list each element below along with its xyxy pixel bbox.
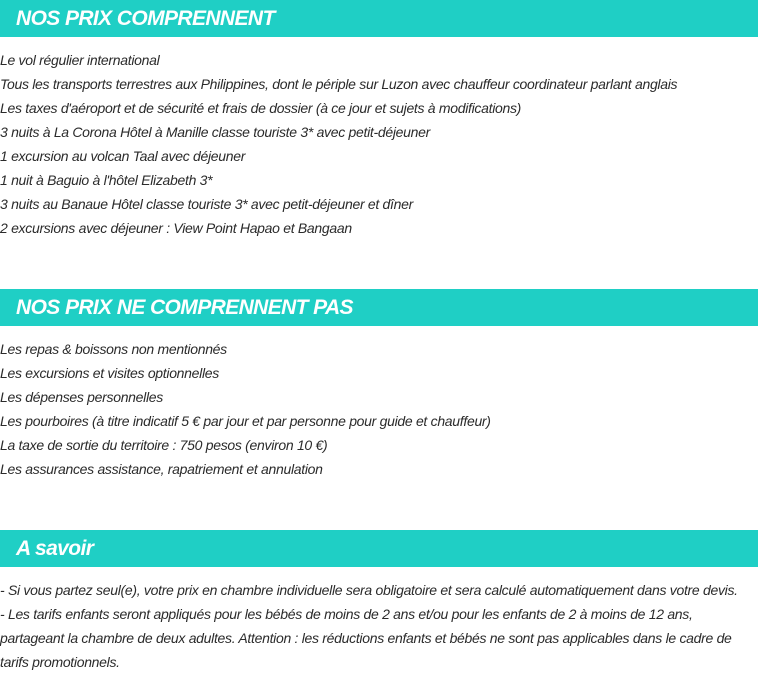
list-item: 2 excursions avec déjeuner : View Point Hapao et Bangaan — [0, 220, 352, 236]
info-block — [0, 578, 752, 674]
included-section-header — [0, 0, 758, 37]
list-item: 1 nuit à Baguio à l'hôtel Elizabeth 3* — [0, 172, 213, 188]
list-item: Le vol régulier international — [0, 52, 160, 68]
included-title: NOS PRIX COMPRENNENT — [16, 6, 275, 30]
list-item: Les taxes d'aéroport et de sécurité et frais de dossier (à ce jour et sujets à modifications) — [0, 100, 522, 116]
included-list — [0, 48, 677, 240]
info-section-header — [0, 530, 758, 567]
list-item: Les assurances assistance, rapatriement et annulation — [0, 461, 323, 477]
list-item: 1 excursion au volcan Taal avec déjeuner — [0, 148, 246, 164]
info-paragraph: - Les tarifs enfants seront appliqués pour les bébés de moins de 2 ans et/ou pour les enfants de 2 à moins de 12 ans, partageant la chambre de deux adultes. Attention : les réductions enfants et bébés ne sont pas applicables dans le cadre de tarifs promotionnels. — [0, 606, 732, 670]
excluded-section-header — [0, 289, 758, 326]
list-item: 3 nuits à La Corona Hôtel à Manille classe touriste 3* avec petit-déjeuner — [0, 124, 430, 140]
list-item: La taxe de sortie du territoire : 750 pesos (environ 10 €) — [0, 437, 328, 453]
excluded-title: NOS PRIX NE COMPRENNENT PAS — [16, 295, 353, 319]
list-item: Les repas & boissons non mentionnés — [0, 341, 227, 357]
list-item: Les excursions et visites optionnelles — [0, 365, 219, 381]
list-item: Les pourboires (à titre indicatif 5 € par jour et par personne pour guide et chauffeur) — [0, 413, 491, 429]
info-title: A savoir — [16, 536, 94, 560]
excluded-list — [0, 337, 491, 481]
list-item: Tous les transports terrestres aux Philippines, dont le périple sur Luzon avec chauffeur coordinateur parlant anglais — [0, 76, 678, 92]
list-item: 3 nuits au Banaue Hôtel classe touriste 3* avec petit-déjeuner et dîner — [0, 196, 413, 212]
info-paragraph: - Si vous partez seul(e), votre prix en chambre individuelle sera obligatoire et sera calculé automatiquement dans votre devis. — [0, 582, 738, 598]
list-item: Les dépenses personnelles — [0, 389, 163, 405]
